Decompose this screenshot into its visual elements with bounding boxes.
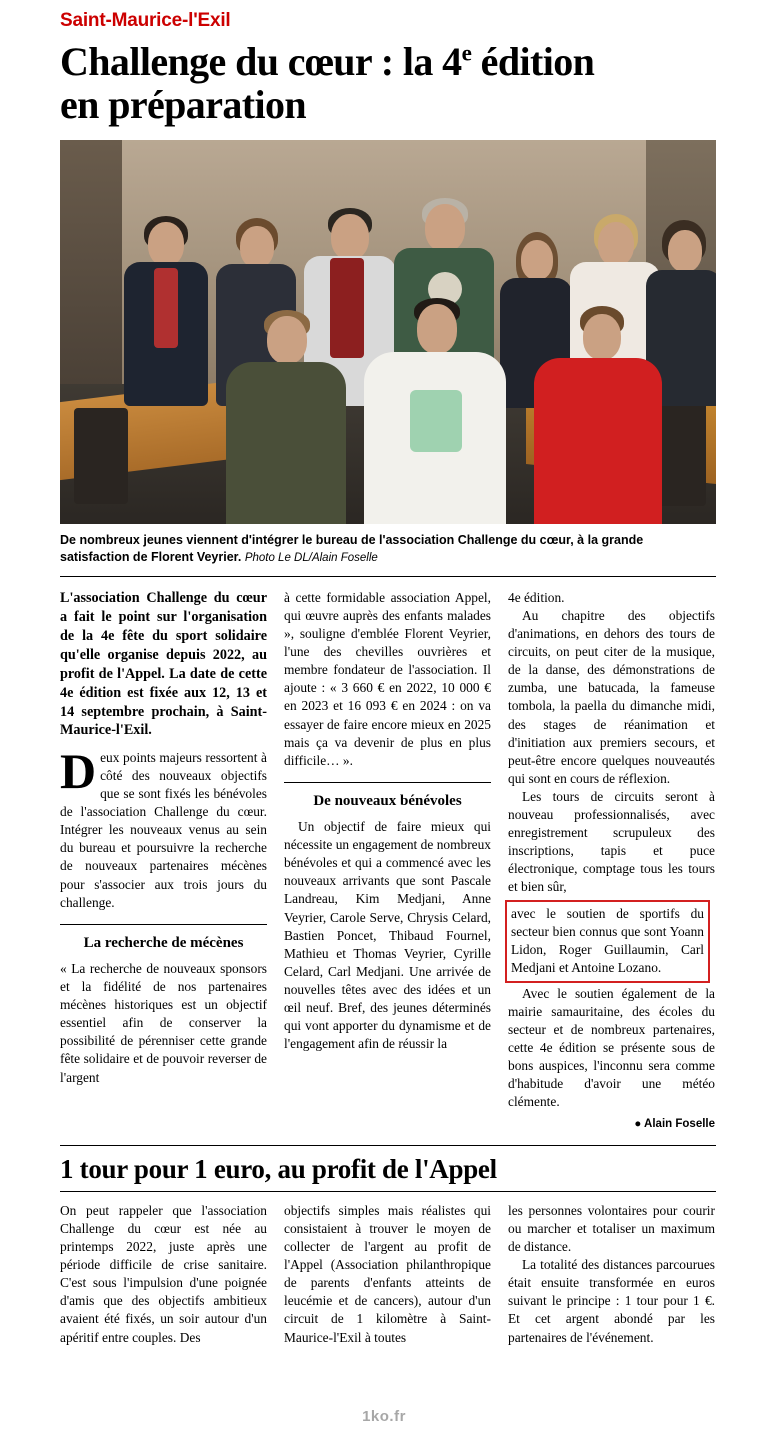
- secondary-headline: 1 tour pour 1 euro, au profit de l'Appel: [60, 1153, 497, 1184]
- photo-scene: [60, 140, 716, 524]
- headline-part2: édition: [471, 39, 595, 84]
- column-2: [284, 589, 491, 1132]
- article2-paragraph-4: La totalité des distances parcourues était ensuite transformée en euros suivant le principe : 1 tour pour 1 €. Et cet argent abondé par les partenaires de l'événement.: [508, 1257, 715, 1345]
- paragraph-1: eux points majeurs ressortent à côté des nouveaux objectifs que se sont fixés les bénévoles de l'association Challenge du cœur. Intégrer les nouveaux venus au sein du bureau et poursuivre la recherche de nouveaux partenaires mécènes pour s'associer aux trois jours du challenge.: [60, 750, 267, 910]
- subheading-mecenes: La recherche de mécènes: [60, 924, 267, 953]
- caption-text: De nombreux jeunes viennent d'intégrer le bureau de l'association Challenge du cœur, à la grande satisfaction de Florent Veyrier.: [60, 533, 644, 564]
- photo-person-front-3: [528, 306, 668, 524]
- column2-2: [284, 1202, 491, 1346]
- article-kicker: Saint-Maurice-l'Exil: [60, 10, 231, 31]
- headline-superscript: e: [461, 40, 472, 67]
- newspaper-page: [0, 10, 768, 1450]
- subheading-benevoles: De nouveaux bénévoles: [284, 782, 491, 811]
- article-columns: [60, 589, 716, 1132]
- page-title: [60, 40, 716, 126]
- photo-person-front-1: [220, 310, 350, 524]
- watermark: 1ko.fr: [362, 1408, 406, 1425]
- headline-part1: Challenge du cœur : la 4: [60, 39, 462, 84]
- article2-columns: [60, 1202, 716, 1346]
- column-1: [60, 589, 267, 1132]
- photo-caption: [60, 532, 716, 566]
- article2-paragraph-1: On peut rappeler que l'association Challenge du cœur est née au printemps 2022, juste après une période difficile de crise sanitaire. C'est sous l'impulsion d'une poignée d'amis que des objectifs ambitieux avaient été fixés, un soir autour d'un apéritif entre couples. Des: [60, 1203, 267, 1345]
- paragraph-5: 4e édition.: [508, 590, 565, 606]
- photo-chair: [74, 408, 128, 504]
- photo-wall-left: [60, 140, 122, 390]
- divider-2: [60, 1191, 716, 1192]
- paragraph-7: Les tours de circuits seront à nouveau professionnalisés, avec enregistrement scrupuleux des inscriptions, tapis et puce électronique, comptage tous les tours et bien sûr,: [508, 788, 715, 894]
- paragraph-4: Un objectif de faire mieux qui nécessite un engagement de nombreux bénévoles et qui a commencé avec les nouveaux arrivants que sont Pascale Landreau, Kim Medjani, Anne Veyrier, Carole Serve, Chrysis Celard, Bastien Poncet, Thibaud Fournel, Mathieu et Thomas Veyrier, Cyrille Celard, Carl Medjani. Une arrivée de nouvelles têtes avec des idées et un œil neuf. Bref, des jeunes déterminés qui vont apporter du dynamisme et de l'engagement afin de réussir la: [284, 819, 491, 1051]
- page-content: [60, 10, 716, 1347]
- photo-person-back-1: [118, 216, 214, 406]
- lead-paragraph: L'association Challenge du cœur a fait le point sur l'organisation de la 4e fête du sport solidaire qu'elle organise depuis 2022, au profit de l'Appel. La date de cette 4e édition est fixée aux 12, 13 et 14 septembre prochain, à Saint-Maurice-l'Exil.: [60, 590, 267, 739]
- divider: [60, 576, 716, 577]
- column-3: [508, 589, 715, 1132]
- column2-1: [60, 1202, 267, 1346]
- photo-credit: Photo Le DL/Alain Foselle: [244, 552, 378, 564]
- article-byline: ● Alain Foselle: [634, 1118, 715, 1131]
- column2-3: [508, 1202, 715, 1346]
- article2-paragraph-3: les personnes volontaires pour courir ou marcher et totaliser un maximum de distance.: [508, 1203, 715, 1255]
- paragraph-with-dropcap: [60, 743, 267, 911]
- article-photo: [60, 140, 716, 524]
- photo-person-front-2: [360, 298, 510, 524]
- paragraph-2: « La recherche de nouveaux sponsors et la fidélité de nos partenaires mécènes historiques est un objectif essentiel afin de conserver la possibilité de pérenniser cette grande fête solidaire et de pouvoir reverser de l'argent: [60, 961, 267, 1085]
- highlight-text: avec le soutien de sportifs du secteur bien connus que sont Yoann Lidon, Roger Guillaumin, Carl Medjani et Antoine Lozano.: [511, 905, 704, 975]
- paragraph-6: Au chapitre des objectifs d'animations, en dehors des tours de circuits, on peut citer de la musique, de la danse, des démonstrations de zumba, une batucada, la fameuse tombola, la paella du dimanche midi, des stages de réanimation et d'initiation aux premiers secours, et peut-être encore quelques nouveautés qui sont en cours de réflexion.: [508, 608, 715, 786]
- article-separator: [60, 1145, 716, 1146]
- paragraph-3: à cette formidable association Appel, qui œuvre auprès des enfants malades », souligne d'emblée Florent Veyrier, l'une des chevilles ouvrières et membre fondateur de l'association. Il ajoute : « 3 660 € en 2022, 10 000 € en 2023 et 16 093 € en 2024 : on va essayer de faire encore mieux en 2025 mais ça va devenir de plus en plus difficile… ».: [284, 590, 491, 768]
- headline-line2: en préparation: [60, 82, 307, 128]
- paragraph-8: Avec le soutien également de la mairie samauritaine, des écoles du secteur et de nombreux partenaires, cette 4e édition se présente sous de bons auspices, l'inconnu sera comme d'habitude d'avoir une météo clémente.: [508, 985, 715, 1110]
- highlighted-passage: [505, 900, 710, 983]
- dropcap: D: [60, 743, 97, 800]
- article2-paragraph-2: objectifs simples mais réalistes qui consistaient à trouver le moyen de collecter de l'argent au profit de l'Appel (Association philanthropique de parents d'enfants atteints de leucémie et de cancers), autour d'un circuit de 1 kilomètre à Saint-Maurice-l'Exil à toutes: [284, 1203, 491, 1345]
